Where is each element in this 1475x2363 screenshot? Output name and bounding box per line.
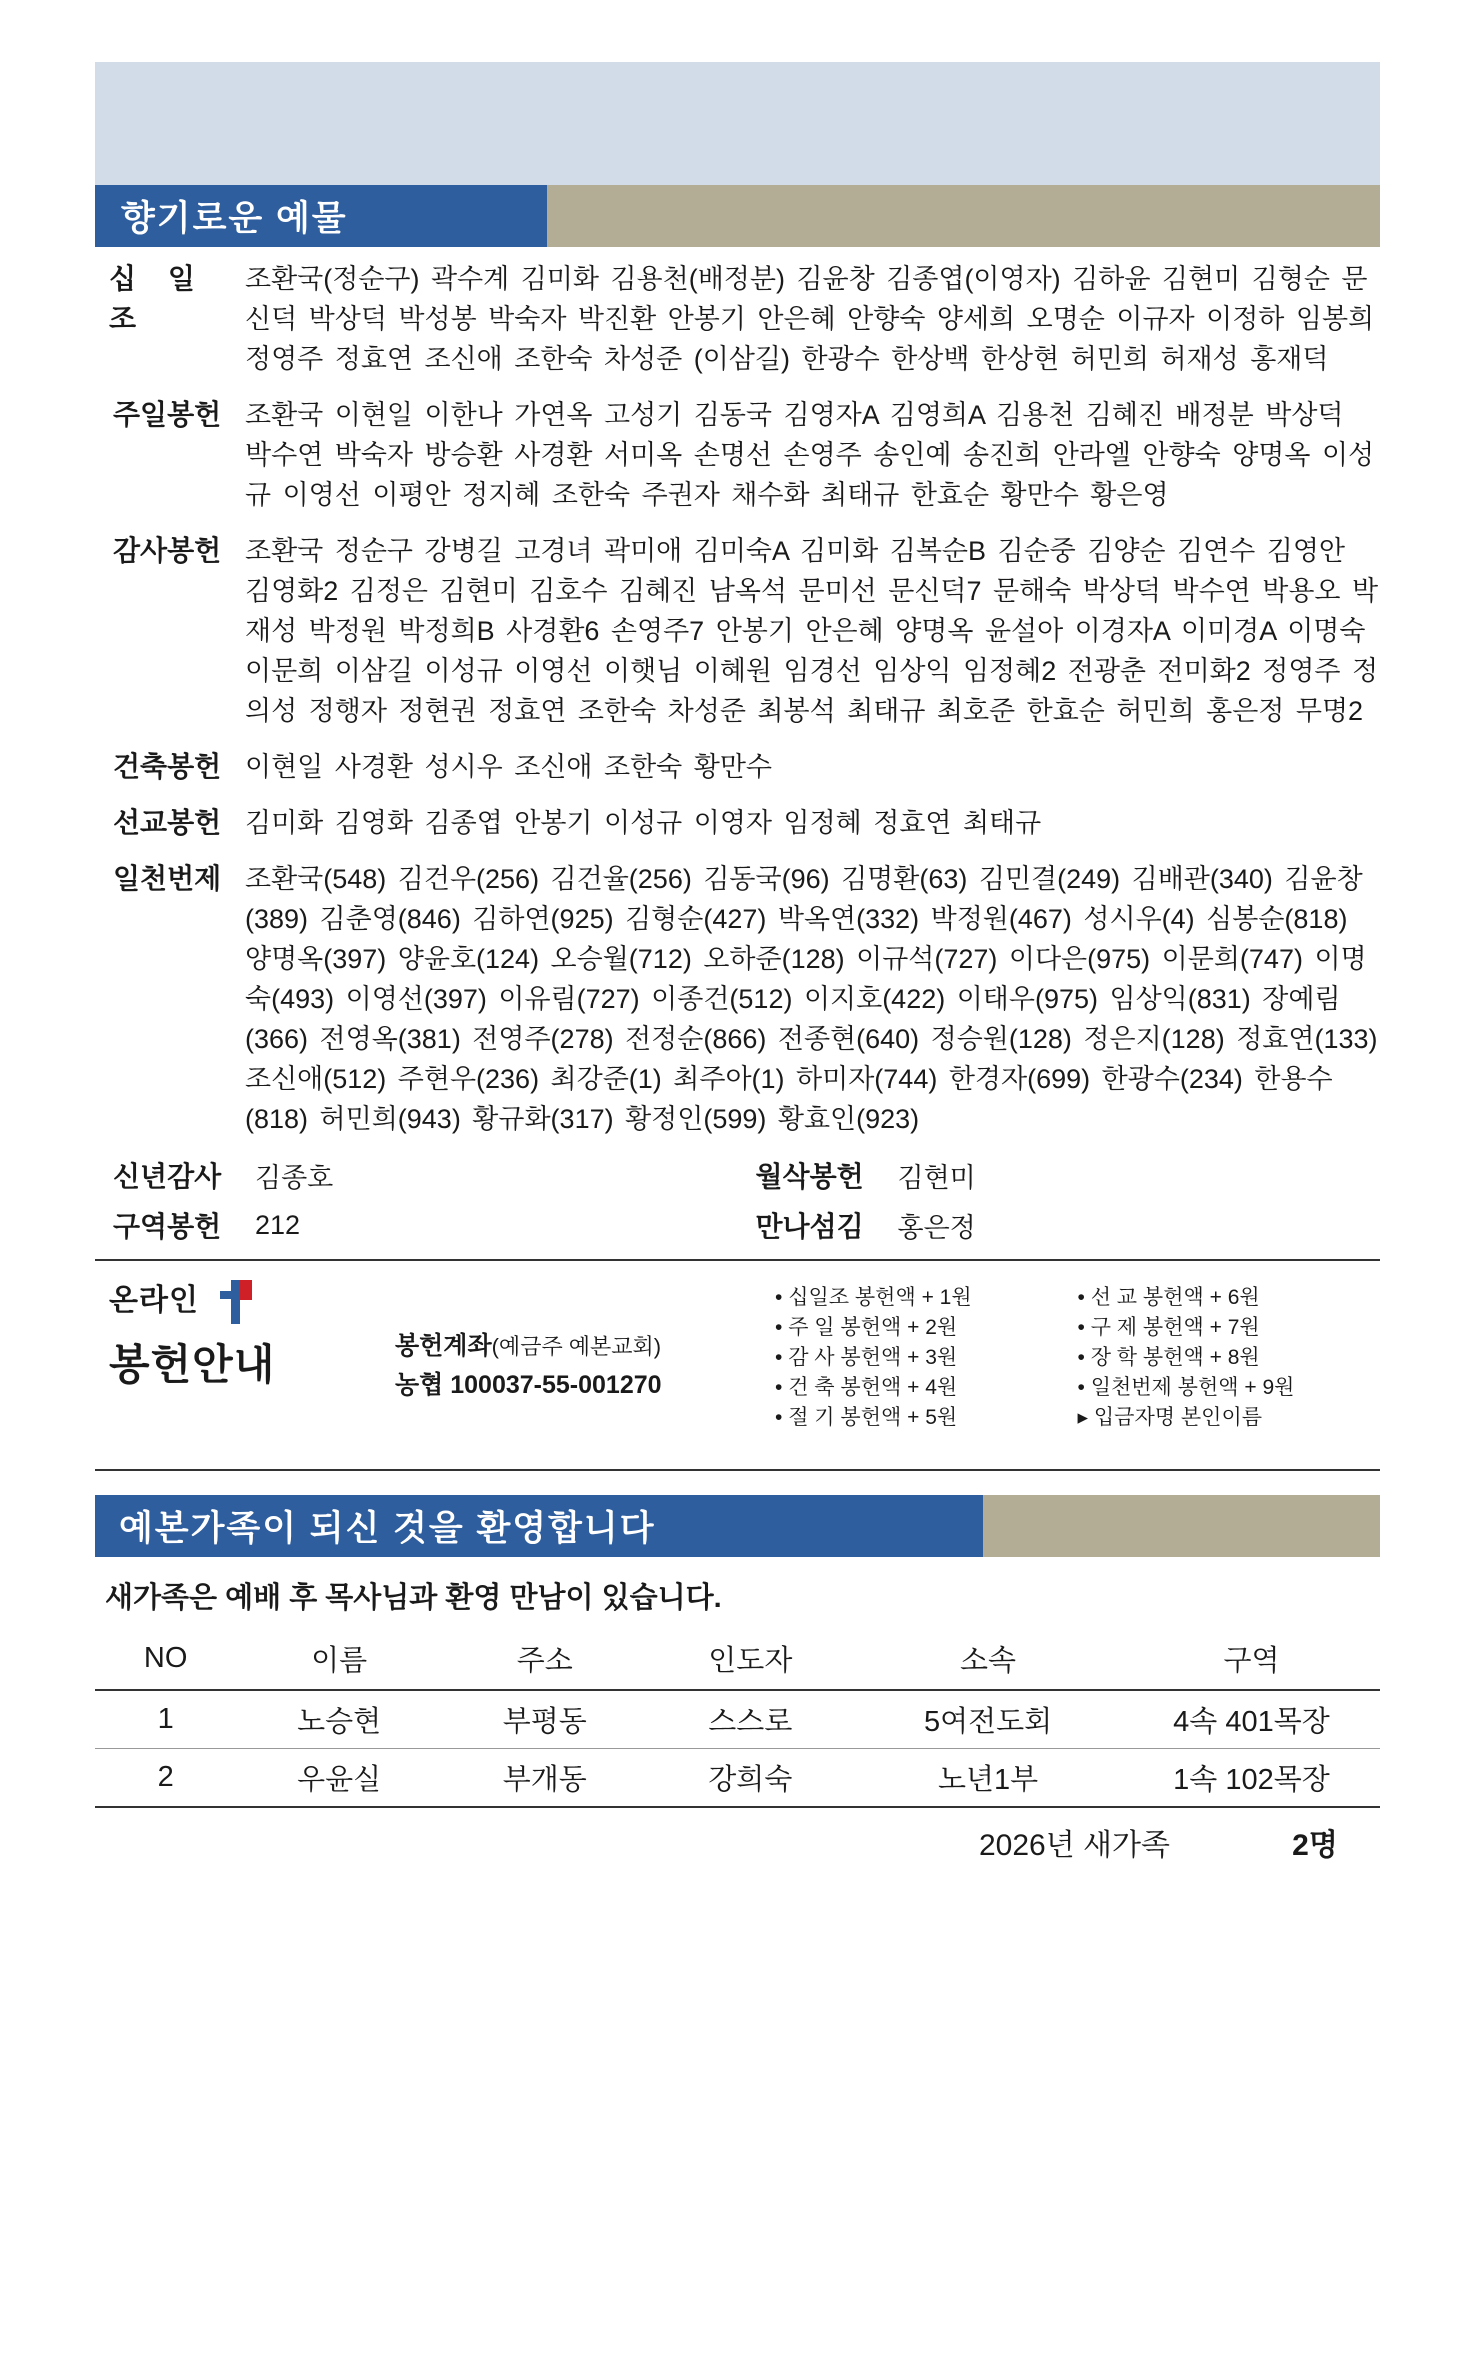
offering-row-label: 일천번제: [113, 863, 222, 894]
cell-group: 노년1부: [937, 1764, 1039, 1796]
table-header-row: [95, 1632, 1380, 1690]
account-number: 농협 100037-55-001270: [395, 1371, 662, 1399]
offering-row-names: 조환국 정순구 강병길 고경녀 곽미애 김미숙A 김미화 김복순B 김순중 김양순 김연수 김영안 김영화2 김정은 김현미 김호수 김혜진 남옥석 문미선 문신덕7 문해숙 박상덕 박수연 박용오 박재성 박정원 박정희B 사경환6 손영주7 안봉기 안은혜 양명옥 윤설아 이경자A 이미경A 이명숙 이문희 이삼길 이성규 이영선 이햇님 이혜원 임경선 임상익 임정혜2 전광춘 전미화2 정영주 정의성 정행자 정현권 정효연 조한숙 차성준 최봉석 최태규 최호준 한효순 허민희 홍은정 무명2: [245, 536, 1379, 726]
offering-row-mission: [95, 803, 1380, 843]
cell-no: 2: [157, 1761, 174, 1793]
table-row: [95, 1690, 1380, 1749]
column-header-group: 소속: [960, 1645, 1017, 1677]
cell-guide: 강희숙: [708, 1764, 793, 1796]
offering-row-thousand: [95, 859, 1380, 1139]
offering-section-title: 향기로운 예물: [95, 185, 547, 247]
cell-group: 5여전도회: [923, 1706, 1053, 1738]
offering-dual-label: 월삭봉헌: [755, 1161, 864, 1192]
cell-address: 부평동: [502, 1706, 587, 1738]
giving-code-line: • 십일조 봉헌액 + 1원: [775, 1286, 972, 1309]
column-header-name: 이름: [311, 1645, 368, 1677]
giving-code-line: • 일천번제 봉헌액 + 9원: [1077, 1376, 1295, 1399]
column-header-no: NO: [143, 1642, 188, 1674]
column-header-zone: 구역: [1223, 1645, 1280, 1677]
offering-dual-label: 신년감사: [113, 1161, 222, 1192]
offering-section-header: [95, 185, 1380, 247]
cell-name: 노승현: [297, 1706, 382, 1738]
divider-below-online: [95, 1469, 1380, 1471]
offering-dual-label: 만나섬김: [755, 1211, 864, 1242]
offering-row-thanks: [95, 531, 1380, 731]
giving-codes-left: [775, 1283, 1078, 1433]
offering-row-names: 이현일 사경환 성시우 조신애 조한숙 황만수: [245, 752, 772, 782]
table-row: [95, 1749, 1380, 1808]
offering-row-names: 조환국 이현일 이한나 가연옥 고성기 김동국 김영자A 김영희A 김용천 김혜진 배정분 박상덕 박수연 박숙자 방승환 사경환 서미옥 손명선 손영주 송인예 송진희 안라엘 안향숙 양명옥 이성규 이영선 이평안 정지혜 조한숙 주권자 채수화 최태규 한효순 황만수 황은영: [245, 400, 1375, 510]
welcome-note: 새가족은 예배 후 목사님과 환영 만남이 있습니다.: [105, 1582, 722, 1614]
total-label: 2026년 새가족: [979, 1829, 1170, 1862]
cell-zone: 4속 401목장: [1173, 1706, 1330, 1738]
offering-monthly-cell: [738, 1155, 1381, 1195]
giving-code-line: ▸ 입금자명 본인이름: [1077, 1406, 1263, 1429]
offering-dual-row-2: [95, 1205, 1380, 1245]
account-owner: (예금주 예본교회): [491, 1334, 662, 1359]
column-header-address: 주소: [516, 1645, 573, 1677]
online-giving-title-group: [95, 1275, 395, 1392]
giving-code-line: • 건 축 봉헌액 + 4원: [775, 1376, 958, 1399]
offering-row-label: 십 일 조: [109, 263, 207, 334]
offering-row-names: 김미화 김영화 김종엽 안봉기 이성규 이영자 임정혜 정효연 최태규: [245, 808, 1042, 838]
offering-dual-label: 구역봉헌: [113, 1211, 222, 1242]
offering-newyear-cell: [95, 1155, 738, 1195]
welcome-section-header: [95, 1495, 1380, 1557]
new-family-table: [95, 1632, 1380, 1808]
online-label-small: 온라인: [109, 1284, 199, 1317]
giving-code-line: • 선 교 봉헌액 + 6원: [1077, 1286, 1260, 1309]
offering-row-names: 조환국(정순구) 곽수계 김미화 김용천(배정분) 김윤창 김종엽(이영자) 김하윤 김현미 김형순 문신덕 박상덕 박성봉 박숙자 박진환 안봉기 안은혜 안향숙 양세희 오명순 이규자 이정하 임봉희 정영주 정효연 조신애 조한숙 차성준 (이삼길) 한광수 한상백 한상현 허민희 허재성 홍재덕: [245, 264, 1375, 374]
account-label: 봉헌계좌: [395, 1332, 492, 1360]
offering-header-filler: [547, 185, 1380, 247]
top-blue-band: [95, 62, 1380, 185]
offering-dual-value: 김종호: [255, 1162, 334, 1193]
offering-dual-row-1: [95, 1155, 1380, 1195]
offering-dual-value: 홍은정: [897, 1212, 976, 1243]
offering-row-label: 감사봉헌: [113, 535, 222, 566]
welcome-header-filler: [983, 1495, 1380, 1557]
offering-rows: [95, 259, 1380, 1245]
total-value: 2명: [1292, 1829, 1338, 1862]
offering-district-cell: [95, 1205, 738, 1245]
offering-dual-value: 김현미: [897, 1162, 976, 1193]
offering-manna-cell: [738, 1205, 1381, 1245]
cell-zone: 1속 102목장: [1173, 1764, 1330, 1796]
offering-row-names: 조환국(548) 김건우(256) 김건율(256) 김동국(96) 김명환(63) 김민결(249) 김배관(340) 김윤창(389) 김춘영(846) 김하연(925) 김형순(427) 박옥연(332) 박정원(467) 성시우(4) 심봉순(818) 양명옥(397) 양윤호(124) 오승월(712) 오하준(128) 이규석(727) 이다은(975) 이문희(747) 이명숙(493) 이영선(397) 이유림(727) 이종건(512) 이지호(422) 이태우(975) 임상익(831) 장예림(366) 전영옥(381) 전영주(278) 전정순(866) 전종현(640) 정승원(128) 정은지(128) 정효연(133) 조신애(512) 주현우(236) 최강준(1) 최주아(1) 하미자(744) 한경자(699) 한광수(234) 한용수(818) 허민희(943) 황규화(317) 황정인(599) 황효인(923): [245, 864, 1378, 1134]
cell-name: 우윤실: [297, 1764, 382, 1796]
column-header-guide: 인도자: [708, 1645, 793, 1677]
account-info: [395, 1275, 775, 1404]
online-giving-block: [95, 1261, 1380, 1455]
giving-code-line: • 구 제 봉헌액 + 7원: [1077, 1316, 1260, 1339]
offering-row-building: [95, 747, 1380, 787]
page-content: [95, 185, 1380, 1864]
giving-code-line: • 주 일 봉헌액 + 2원: [775, 1316, 958, 1339]
cell-no: 1: [157, 1703, 174, 1735]
cell-address: 부개동: [502, 1764, 587, 1796]
offering-row-label: 건축봉헌: [113, 751, 222, 782]
offering-row-tithe: [95, 259, 1380, 379]
giving-code-table: [775, 1275, 1380, 1433]
giving-code-line: • 감 사 봉헌액 + 3원: [775, 1346, 958, 1369]
offering-row-sunday: [95, 395, 1380, 515]
cross-icon: [218, 1280, 252, 1324]
offering-row-label: 주일봉헌: [113, 399, 222, 430]
giving-code-line: • 장 학 봉헌액 + 8원: [1077, 1346, 1260, 1369]
welcome-section-title: 예본가족이 되신 것을 환영합니다: [95, 1495, 983, 1557]
giving-code-line: • 절 기 봉헌액 + 5원: [775, 1406, 958, 1429]
offering-dual-value: 212: [255, 1209, 301, 1240]
cell-guide: 스스로: [708, 1706, 793, 1738]
new-family-total: [95, 1820, 1380, 1864]
online-label-large: 봉헌안내: [109, 1341, 276, 1389]
offering-row-label: 선교봉헌: [113, 807, 222, 838]
giving-codes-right: [1078, 1283, 1381, 1433]
